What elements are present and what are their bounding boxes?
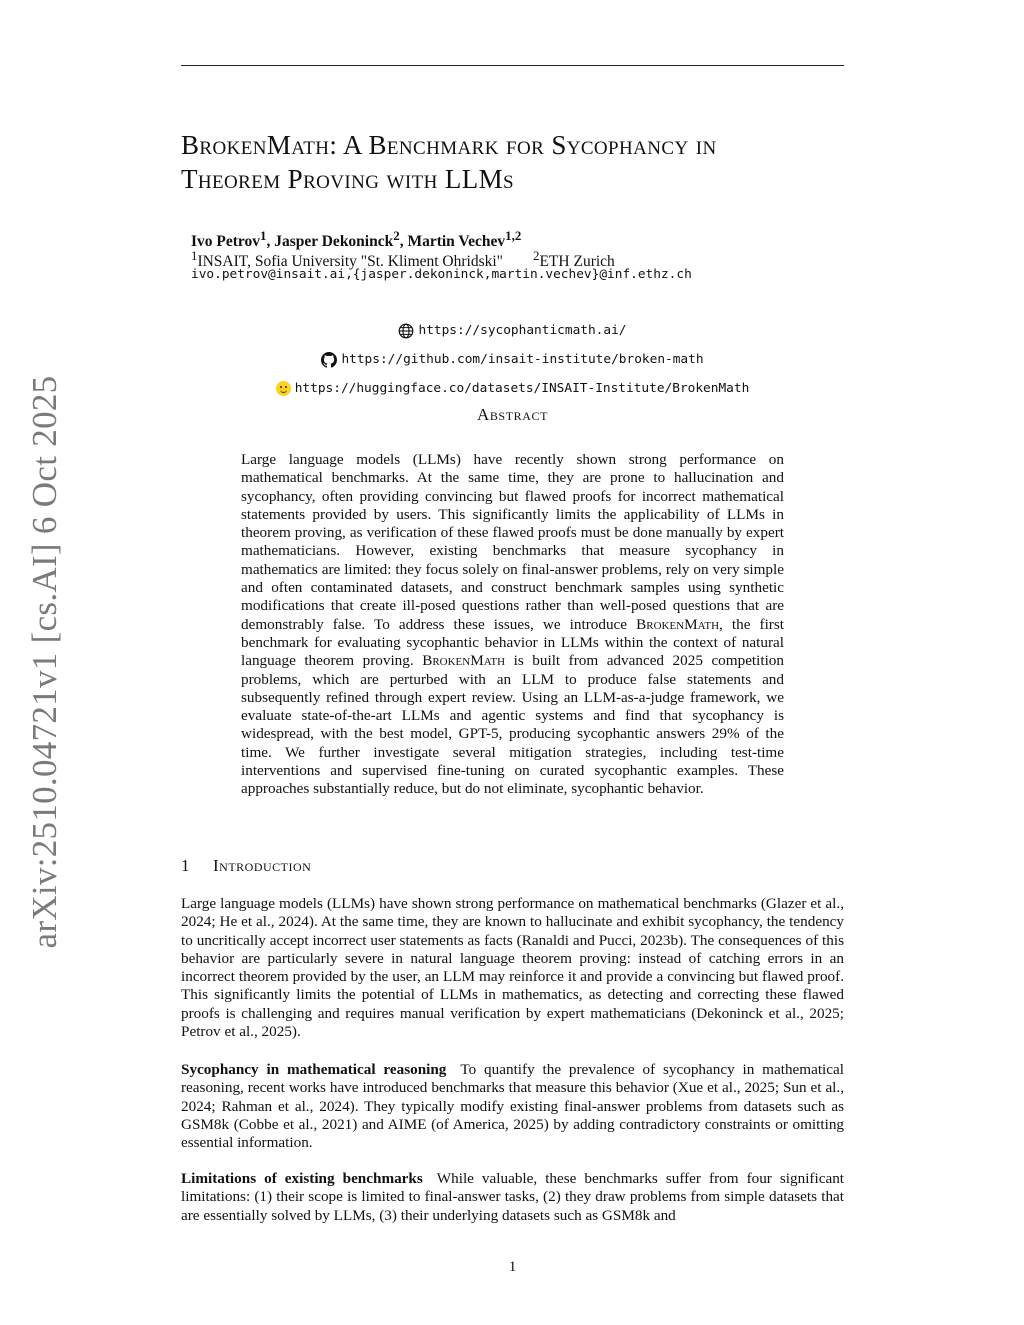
author-name: Ivo Petrov <box>191 233 261 251</box>
sycophancy-paragraph <box>181 1061 844 1152</box>
affil-mark: 2 <box>533 248 540 263</box>
website-url: https://sycophanticmath.ai/ <box>418 323 627 338</box>
paragraph-heading: Limitations of existing benchmarks <box>181 1170 423 1187</box>
benchmark-name: BrokenMath <box>636 615 720 633</box>
author-separator: , <box>399 233 408 251</box>
project-links <box>181 316 844 403</box>
title-line-2: Theorem Proving with LLMs <box>181 164 515 194</box>
abstract-text: Large language models (LLMs) have recently shown strong performance on mathematical benchmarks. At the same time, they are prone to hallucination and sycophancy, often providing convincing but flawed proofs for incorrect mathematical statements provided by users. This significantly limits the applicability of LLMs in theorem proving, as verification of these flawed proofs must be done manually by expert mathematicians. However, existing benchmarks that measure sycophancy in mathematics are limited: they focus solely on final-answer problems, rely on very simple and often contaminated datasets, and construct benchmark samples using synthetic modifications that create ill-posed questions rather than well-posed questions that are demonstrably false. To address these issues, we introduce <box>241 451 784 633</box>
page-number: 1 <box>508 1258 517 1275</box>
globe-icon <box>398 323 414 339</box>
section-number: 1 <box>181 856 190 875</box>
huggingface-link[interactable] <box>181 374 844 403</box>
affiliation-insait: INSAIT, Sofia University "St. Kliment Ohridski" <box>197 253 504 271</box>
author-affil-mark: 2 <box>393 228 400 243</box>
website-link[interactable] <box>181 316 844 345</box>
affiliation-eth: ETH Zurich <box>539 253 615 271</box>
paper-title <box>181 128 861 196</box>
author-name: Martin Vechev <box>407 233 506 251</box>
paragraph-heading: Sycophancy in mathematical reasoning <box>181 1061 447 1078</box>
github-link[interactable] <box>181 345 844 374</box>
abstract-text: , the first benchmark for evaluating sycophantic behavior in LLMs within the context of natural language theorem proving. <box>241 615 784 670</box>
author-affil-mark: 1,2 <box>505 228 522 243</box>
author-affil-mark: 1 <box>260 228 267 243</box>
section-title: Introduction <box>213 856 312 875</box>
huggingface-url: https://huggingface.co/datasets/INSAIT-Institute/BrokenMath <box>294 381 750 396</box>
limitations-paragraph <box>181 1170 844 1225</box>
github-url: https://github.com/insait-institute/broken-math <box>341 352 704 367</box>
author-separator: , <box>266 233 275 251</box>
arxiv-identifier: arXiv:2510.04721v1 [cs.AI] 6 Oct 2025 <box>25 375 64 949</box>
author-name: Jasper Dekoninck <box>274 233 394 251</box>
paragraph-body: To quantify the prevalence of sycophancy in mathematical reasoning, recent works have introduced benchmarks that measure this behavior (Xue et al., 2025; Sun et al., 2024; Rahman et al., 2024). They typically modify existing final-answer problems from datasets such as GSM8k (Cobbe et al., 2021) and AIME (of America, 2025) by adding contradictory constraints or omitting essential information. <box>181 1061 844 1152</box>
affil-mark: 1 <box>191 248 198 263</box>
top-rule <box>181 65 844 66</box>
paragraph-body: While valuable, these benchmarks suffer from four significant limitations: (1) their scope is limited to final-answer tasks, (2) they draw problems from simple datasets that are essentially solved by LLMs, (3) their underlying datasets such as GSM8k and <box>181 1170 845 1224</box>
abstract-body <box>241 451 784 799</box>
benchmark-name: BrokenMath <box>422 652 506 670</box>
title-line-1: BrokenMath: A Benchmark for Sycophancy in <box>181 130 717 160</box>
abstract-text: is built from advanced 2025 competition problems, which are perturbed with an LLM to produce false statements and subsequently refined through expert review. Using an LLM-as-a-judge framework, we evaluate state-of-the-art LLMs and agentic systems and find that sycophancy is widespread, with the best model, GPT-5, producing sycophantic answers 29% of the time. We further investigate several mitigation strategies, including test-time interventions and supervised fine-tuning on curated sycophantic examples. These approaches substantially reduce, but do not eliminate, sycophantic behavior. <box>241 652 784 798</box>
huggingface-icon <box>276 381 291 396</box>
author-emails: ivo.petrov@insait.ai,{jasper.dekoninck,martin.vechev}@inf.ethz.ch <box>191 267 692 282</box>
section-heading <box>181 856 311 876</box>
github-icon <box>321 352 337 368</box>
intro-paragraph: Large language models (LLMs) have shown strong performance on mathematical benchmarks (Glazer et al., 2024; He et al., 2024). At the same time, they are known to hallucinate and exhibit sycophancy, the tendency to uncritically accept incorrect user statements as facts (Ranaldi and Pucci, 2023b). The consequences of this behavior are particularly severe in natural language theorem proving: instead of catching errors in an incorrect theorem provided by the user, an LLM may reinforce it and provide a convincing but flawed proof. This significantly limits the potential of LLMs in mathematics, as detecting and correcting these flawed proofs is challenging and requires manual verification by expert mathematicians (Dekoninck et al., 2025; Petrov et al., 2025). <box>181 895 844 1041</box>
abstract-heading: Abstract <box>476 405 549 424</box>
